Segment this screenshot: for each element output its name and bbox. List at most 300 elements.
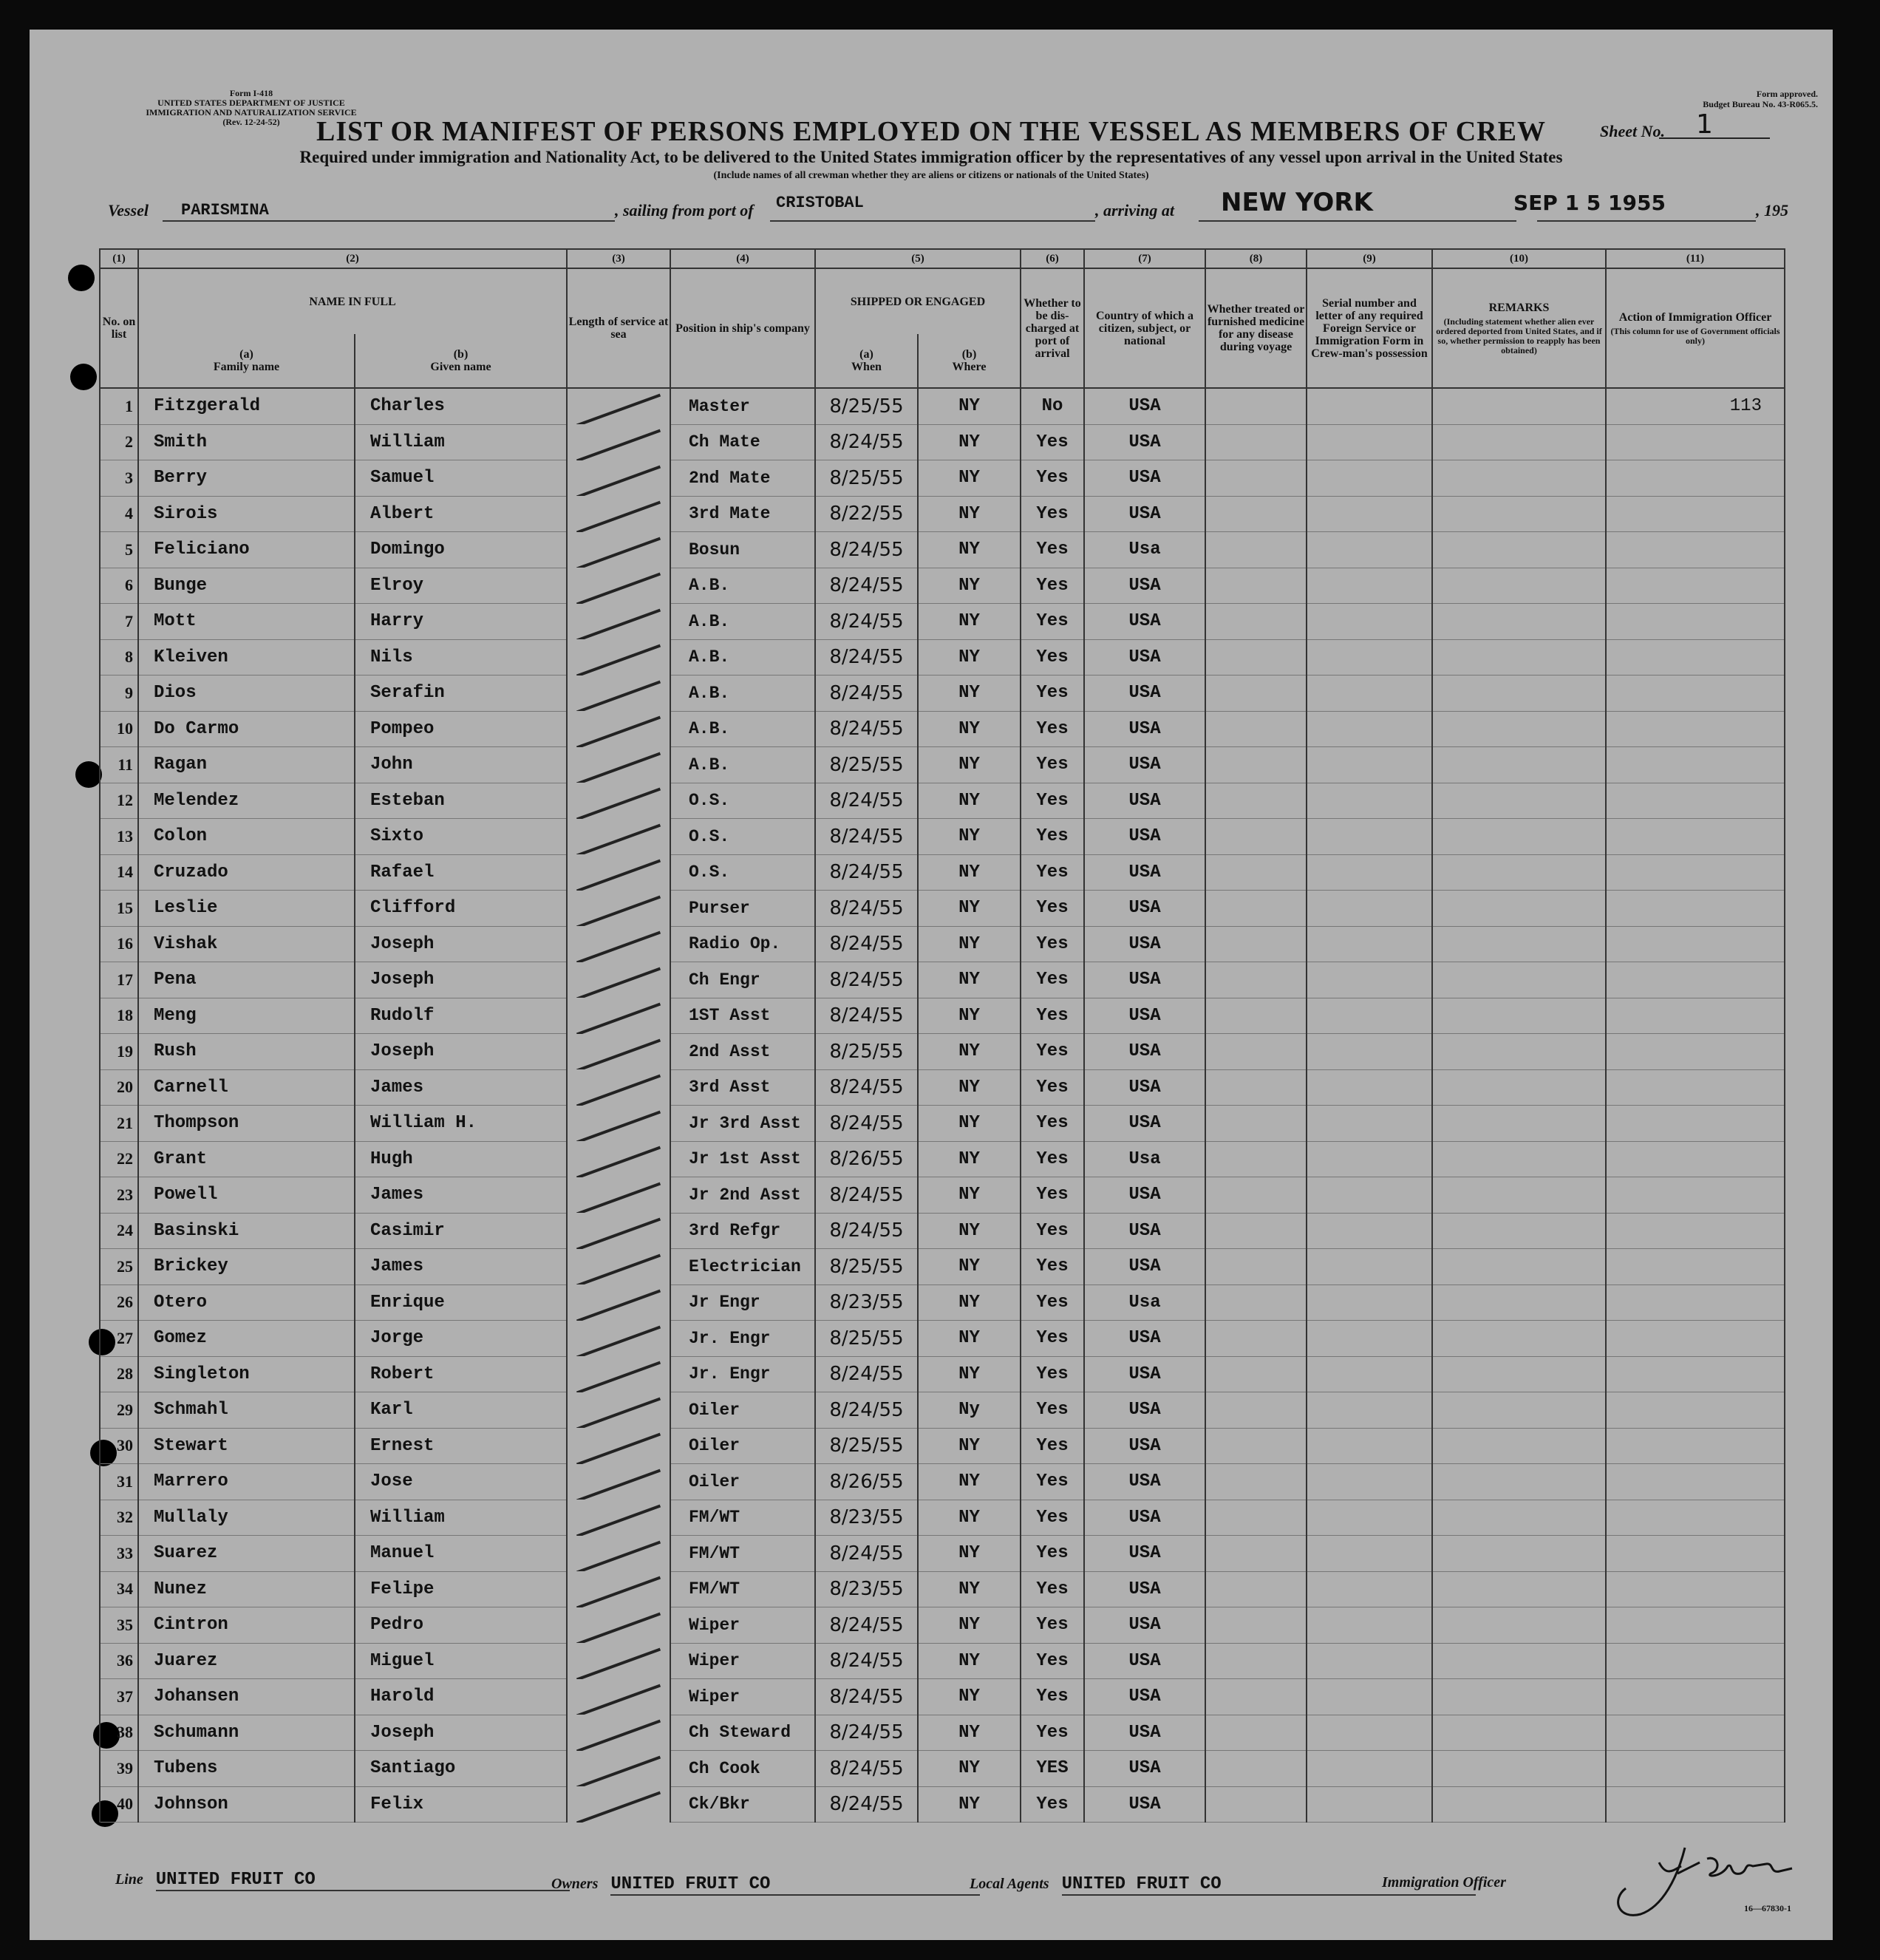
check-mark — [576, 501, 661, 532]
country: USA — [1084, 1106, 1205, 1142]
country: USA — [1084, 998, 1205, 1034]
arriving-port: NEW YORK — [1221, 188, 1373, 217]
remarks — [1432, 1249, 1606, 1285]
family-name: Juarez — [138, 1643, 355, 1679]
treated — [1205, 639, 1307, 676]
discharged: Yes — [1021, 604, 1084, 640]
check-mark — [576, 860, 661, 891]
position: O.S. — [670, 854, 815, 891]
shipped-when: 8/24/55 — [815, 1356, 918, 1392]
length-of-service — [567, 1069, 670, 1106]
shipped-where: NY — [918, 891, 1021, 927]
crew-row — [100, 854, 1785, 891]
serial-number — [1307, 711, 1432, 747]
immigration-action — [1606, 1034, 1785, 1070]
family-name: Gomez — [138, 1321, 355, 1357]
check-mark — [576, 931, 661, 962]
check-mark — [576, 608, 661, 639]
treated — [1205, 1321, 1307, 1357]
serial-header: Serial number and letter of any required Foreign Service or Immigration Form in Crew-man's possession — [1307, 268, 1432, 388]
position: 3rd Mate — [670, 496, 815, 532]
length-of-service — [567, 1751, 670, 1787]
given-name: Jorge — [355, 1321, 567, 1357]
shipped-when: 8/24/55 — [815, 962, 918, 998]
given-name: Samuel — [355, 460, 567, 497]
serial-number — [1307, 926, 1432, 962]
given-name: Harold — [355, 1679, 567, 1715]
form-code: 16—67830-1 — [1744, 1903, 1791, 1913]
discharged: Yes — [1021, 568, 1084, 604]
manifest-sheet — [30, 30, 1833, 1940]
discharged: Yes — [1021, 998, 1084, 1034]
length-of-service — [567, 1464, 670, 1500]
country-header: Country of which a citizen, subject, or national — [1084, 268, 1205, 388]
shipped-where: NY — [918, 1141, 1021, 1177]
crew-number: 4 — [100, 496, 138, 532]
country: USA — [1084, 1213, 1205, 1249]
action-subtitle: (This column for use of Government officials only) — [1610, 325, 1780, 346]
col-num: (6) — [1021, 249, 1084, 268]
discharged: No — [1021, 388, 1084, 424]
check-mark — [576, 716, 661, 747]
length-of-service — [567, 1392, 670, 1429]
position: Jr 2nd Asst — [670, 1177, 815, 1214]
shipped-when: 8/24/55 — [815, 1536, 918, 1572]
discharged: Yes — [1021, 783, 1084, 819]
family-name: Johansen — [138, 1679, 355, 1715]
discharged: Yes — [1021, 1500, 1084, 1536]
immigration-action — [1606, 962, 1785, 998]
discharged: Yes — [1021, 747, 1084, 783]
immigration-action — [1606, 1536, 1785, 1572]
country: Usa — [1084, 532, 1205, 568]
family-name: Stewart — [138, 1428, 355, 1464]
discharged: Yes — [1021, 1607, 1084, 1644]
crew-row — [100, 1177, 1785, 1214]
given-name: William H. — [355, 1106, 567, 1142]
col-num: (2) — [138, 249, 567, 268]
family-name: Smith — [138, 424, 355, 460]
family-name: Thompson — [138, 1106, 355, 1142]
shipped-where: Ny — [918, 1392, 1021, 1429]
length-of-service — [567, 1607, 670, 1644]
check-mark — [576, 1755, 661, 1786]
crew-row — [100, 460, 1785, 497]
crew-row — [100, 1571, 1785, 1607]
crew-row — [100, 532, 1785, 568]
immigration-action — [1606, 1786, 1785, 1823]
when-header: (a) When — [815, 334, 918, 388]
year-suffix: , 195 — [1756, 201, 1788, 220]
serial-number — [1307, 1679, 1432, 1715]
shipped-where: NY — [918, 1177, 1021, 1214]
position-header: Position in ship's company — [670, 268, 815, 388]
length-of-service — [567, 1643, 670, 1679]
immigration-action — [1606, 1069, 1785, 1106]
country: USA — [1084, 1034, 1205, 1070]
treated — [1205, 1715, 1307, 1751]
shipped-where: NY — [918, 1321, 1021, 1357]
punch-hole — [75, 761, 102, 788]
family-name: Schumann — [138, 1715, 355, 1751]
length-of-service — [567, 1536, 670, 1572]
crew-number: 9 — [100, 676, 138, 712]
given-name: Serafin — [355, 676, 567, 712]
serial-number — [1307, 388, 1432, 424]
position: Ch Steward — [670, 1715, 815, 1751]
revision: (Rev. 12-24-52) — [222, 117, 280, 127]
length-of-service — [567, 388, 670, 424]
treated — [1205, 1571, 1307, 1607]
crew-number: 19 — [100, 1034, 138, 1070]
treated — [1205, 747, 1307, 783]
immigration-action — [1606, 1141, 1785, 1177]
crew-row — [100, 998, 1785, 1034]
check-mark — [576, 1253, 661, 1284]
country: USA — [1084, 854, 1205, 891]
discharged: Yes — [1021, 1715, 1084, 1751]
crew-number: 16 — [100, 926, 138, 962]
position: A.B. — [670, 747, 815, 783]
shipped-when: 8/24/55 — [815, 1069, 918, 1106]
family-name: Cruzado — [138, 854, 355, 891]
family-name: Feliciano — [138, 532, 355, 568]
shipped-where: NY — [918, 1715, 1021, 1751]
check-mark — [576, 394, 661, 424]
given-name: Harry — [355, 604, 567, 640]
shipped-when: 8/25/55 — [815, 388, 918, 424]
crew-row — [100, 1607, 1785, 1644]
treated — [1205, 1751, 1307, 1787]
col-num: (4) — [670, 249, 815, 268]
treated — [1205, 1284, 1307, 1321]
remarks — [1432, 1392, 1606, 1429]
family-name-header: (a) Family name — [138, 334, 355, 388]
shipped-where: NY — [918, 962, 1021, 998]
country: USA — [1084, 1177, 1205, 1214]
position: 3rd Refgr — [670, 1213, 815, 1249]
column-number-row — [100, 249, 1785, 268]
immigration-action — [1606, 1249, 1785, 1285]
family-name: Brickey — [138, 1249, 355, 1285]
owners-field — [551, 1874, 980, 1896]
remarks — [1432, 1034, 1606, 1070]
check-mark — [576, 429, 661, 460]
check-mark — [576, 1218, 661, 1249]
country: USA — [1084, 1571, 1205, 1607]
treated — [1205, 711, 1307, 747]
discharged: Yes — [1021, 1249, 1084, 1285]
treated — [1205, 891, 1307, 927]
crew-row — [100, 1356, 1785, 1392]
shipped-when: 8/22/55 — [815, 496, 918, 532]
shipped-where: NY — [918, 604, 1021, 640]
crew-row — [100, 496, 1785, 532]
check-mark — [576, 1146, 661, 1177]
crew-number: 15 — [100, 891, 138, 927]
crew-row — [100, 1428, 1785, 1464]
shipped-when: 8/24/55 — [815, 604, 918, 640]
crew-number: 40 — [100, 1786, 138, 1823]
crew-number: 10 — [100, 711, 138, 747]
length-of-service — [567, 532, 670, 568]
crew-number: 12 — [100, 783, 138, 819]
given-name: James — [355, 1249, 567, 1285]
owners-label: Owners — [551, 1876, 599, 1892]
crew-number: 18 — [100, 998, 138, 1034]
country: USA — [1084, 496, 1205, 532]
treated — [1205, 1213, 1307, 1249]
crew-row — [100, 1786, 1785, 1823]
discharged: Yes — [1021, 1356, 1084, 1392]
position: FM/WT — [670, 1500, 815, 1536]
shipped-where: NY — [918, 1643, 1021, 1679]
shipped-when: 8/25/55 — [815, 460, 918, 497]
family-name: Carnell — [138, 1069, 355, 1106]
remarks — [1432, 854, 1606, 891]
immigration-action — [1606, 639, 1785, 676]
crew-number: 5 — [100, 532, 138, 568]
serial-number — [1307, 1607, 1432, 1644]
check-mark — [576, 1397, 661, 1428]
serial-number — [1307, 891, 1432, 927]
crew-row — [100, 926, 1785, 962]
shipped-when: 8/24/55 — [815, 1213, 918, 1249]
remarks — [1432, 1536, 1606, 1572]
treated — [1205, 676, 1307, 712]
discharged: Yes — [1021, 460, 1084, 497]
line-value: UNITED FRUIT CO — [156, 1870, 570, 1891]
sailing-label: , sailing from port of — [615, 201, 754, 220]
shipped-where: NY — [918, 819, 1021, 855]
family-name: Leslie — [138, 891, 355, 927]
shipped-when: 8/24/55 — [815, 1392, 918, 1429]
given-name: Joseph — [355, 926, 567, 962]
shipped-when: 8/25/55 — [815, 747, 918, 783]
immigration-action — [1606, 1643, 1785, 1679]
shipped-where: NY — [918, 1284, 1021, 1321]
crew-row — [100, 819, 1785, 855]
family-name: Otero — [138, 1284, 355, 1321]
serial-number — [1307, 639, 1432, 676]
given-name: Esteban — [355, 783, 567, 819]
check-mark — [576, 1075, 661, 1106]
length-of-service — [567, 1786, 670, 1823]
shipped-when: 8/24/55 — [815, 1177, 918, 1214]
treated — [1205, 1141, 1307, 1177]
family-name: Marrero — [138, 1464, 355, 1500]
immigration-action — [1606, 496, 1785, 532]
crew-number: 38 — [100, 1715, 138, 1751]
country: USA — [1084, 460, 1205, 497]
length-of-service — [567, 854, 670, 891]
discharged: Yes — [1021, 819, 1084, 855]
crew-row — [100, 1213, 1785, 1249]
shipped-where: NY — [918, 1034, 1021, 1070]
length-of-service — [567, 1571, 670, 1607]
length-of-service — [567, 998, 670, 1034]
treated — [1205, 388, 1307, 424]
treated — [1205, 1106, 1307, 1142]
remarks — [1432, 998, 1606, 1034]
crew-number: 14 — [100, 854, 138, 891]
check-mark — [576, 1540, 661, 1571]
remarks — [1432, 1141, 1606, 1177]
serial-number — [1307, 1643, 1432, 1679]
treated — [1205, 1392, 1307, 1429]
serial-number — [1307, 460, 1432, 497]
shipped-when: 8/26/55 — [815, 1464, 918, 1500]
position: Jr Engr — [670, 1284, 815, 1321]
country: Usa — [1084, 1284, 1205, 1321]
discharged: Yes — [1021, 854, 1084, 891]
length-of-service — [567, 676, 670, 712]
country: USA — [1084, 819, 1205, 855]
country: USA — [1084, 1321, 1205, 1357]
shipped-when: 8/24/55 — [815, 1679, 918, 1715]
crew-number: 30 — [100, 1428, 138, 1464]
name-in-full-header: NAME IN FULL — [138, 268, 567, 334]
shipped-where: NY — [918, 1069, 1021, 1106]
treated — [1205, 1536, 1307, 1572]
discharged: Yes — [1021, 1213, 1084, 1249]
given-name: William — [355, 424, 567, 460]
shipped-where: NY — [918, 676, 1021, 712]
position: A.B. — [670, 604, 815, 640]
length-of-service — [567, 1679, 670, 1715]
crew-number: 3 — [100, 460, 138, 497]
serial-number — [1307, 1715, 1432, 1751]
include-note: (Include names of all crewman whether they are aliens or citizens or nationals of the United States) — [713, 170, 1149, 181]
position: 2nd Asst — [670, 1034, 815, 1070]
length-of-service — [567, 460, 670, 497]
position: Jr 1st Asst — [670, 1141, 815, 1177]
country: USA — [1084, 711, 1205, 747]
position: 3rd Asst — [670, 1069, 815, 1106]
length-of-service — [567, 1106, 670, 1142]
length-of-service — [567, 1177, 670, 1214]
crew-number: 31 — [100, 1464, 138, 1500]
remarks-subtitle: (Including statement whether alien ever ordered deported from United States, and if so, whether permission to reapply has been obtained) — [1436, 316, 1602, 355]
country: USA — [1084, 1428, 1205, 1464]
immigration-action — [1606, 711, 1785, 747]
check-mark — [576, 1003, 661, 1034]
given-name: Joseph — [355, 1034, 567, 1070]
approval-note — [1537, 89, 1818, 109]
length-of-service — [567, 1428, 670, 1464]
crew-number: 22 — [100, 1141, 138, 1177]
given-name: Manuel — [355, 1536, 567, 1572]
length-of-service — [567, 1034, 670, 1070]
shipped-when: 8/23/55 — [815, 1284, 918, 1321]
action-header — [1606, 268, 1785, 388]
crew-row — [100, 676, 1785, 712]
position: A.B. — [670, 568, 815, 604]
immigration-action — [1606, 1679, 1785, 1715]
serial-number — [1307, 568, 1432, 604]
remarks — [1432, 1213, 1606, 1249]
crew-row — [100, 1321, 1785, 1357]
discharged: Yes — [1021, 1321, 1084, 1357]
family-name: Sirois — [138, 496, 355, 532]
family-name: Singleton — [138, 1356, 355, 1392]
length-of-service — [567, 496, 670, 532]
remarks — [1432, 1069, 1606, 1106]
serial-number — [1307, 1356, 1432, 1392]
col-num: (3) — [567, 249, 670, 268]
shipped-where: NY — [918, 424, 1021, 460]
family-name: Pena — [138, 962, 355, 998]
department: UNITED STATES DEPARTMENT OF JUSTICE — [157, 98, 345, 108]
check-mark — [576, 788, 661, 819]
length-of-service — [567, 424, 670, 460]
treated — [1205, 926, 1307, 962]
crew-number: 13 — [100, 819, 138, 855]
header-row-top — [100, 268, 1785, 334]
sheet-label: Sheet No. — [1600, 122, 1665, 140]
crew-number: 25 — [100, 1249, 138, 1285]
shipped-where: NY — [918, 1536, 1021, 1572]
length-of-service — [567, 926, 670, 962]
check-mark — [576, 823, 661, 854]
crew-number: 6 — [100, 568, 138, 604]
remarks — [1432, 676, 1606, 712]
immigration-action — [1606, 891, 1785, 927]
remarks — [1432, 819, 1606, 855]
country: USA — [1084, 388, 1205, 424]
given-name: Clifford — [355, 891, 567, 927]
check-mark — [576, 1612, 661, 1643]
check-mark — [576, 1038, 661, 1069]
discharged: Yes — [1021, 1428, 1084, 1464]
crew-row — [100, 783, 1785, 819]
where-header: (b) Where — [918, 334, 1021, 388]
length-of-service — [567, 1249, 670, 1285]
given-name: Albert — [355, 496, 567, 532]
given-name: Santiago — [355, 1751, 567, 1787]
check-mark — [576, 680, 661, 711]
remarks — [1432, 783, 1606, 819]
shipped-where: NY — [918, 1607, 1021, 1644]
crew-row — [100, 604, 1785, 640]
treated — [1205, 1177, 1307, 1214]
check-mark — [576, 1720, 661, 1751]
shipped-header: SHIPPED OR ENGAGED — [815, 268, 1021, 334]
shipped-when: 8/24/55 — [815, 639, 918, 676]
crew-row — [100, 568, 1785, 604]
immigration-action — [1606, 604, 1785, 640]
crew-number: 39 — [100, 1751, 138, 1787]
shipped-where: NY — [918, 1428, 1021, 1464]
check-mark — [576, 1361, 661, 1392]
serial-number — [1307, 1321, 1432, 1357]
crew-number: 26 — [100, 1284, 138, 1321]
immigration-action — [1606, 819, 1785, 855]
shipped-where: NY — [918, 854, 1021, 891]
immigration-action — [1606, 1715, 1785, 1751]
immigration-action — [1606, 532, 1785, 568]
treated — [1205, 1069, 1307, 1106]
country: USA — [1084, 676, 1205, 712]
given-name: Sixto — [355, 819, 567, 855]
given-name-header: (b) Given name — [355, 334, 567, 388]
officer-signature — [1596, 1833, 1818, 1936]
crew-row — [100, 1392, 1785, 1429]
given-name: Robert — [355, 1356, 567, 1392]
crew-row — [100, 1643, 1785, 1679]
family-name: Rush — [138, 1034, 355, 1070]
treated — [1205, 819, 1307, 855]
